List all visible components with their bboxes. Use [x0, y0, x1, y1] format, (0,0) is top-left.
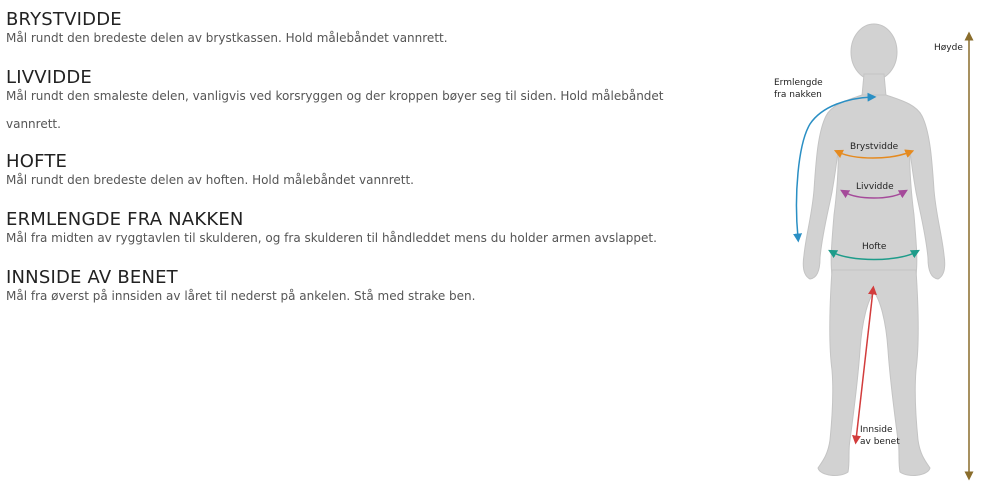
section-text: Mål rundt den bredeste delen av hoften. Hold målebåndet vannrett. — [6, 173, 414, 187]
section-title: INNSIDE AV BENET — [6, 267, 178, 288]
section-sleeve — [6, 210, 657, 252]
body-measurement-figure — [740, 0, 990, 495]
section-waist — [6, 68, 686, 138]
waist-label: Livvidde — [856, 182, 894, 192]
section-title: LIVVIDDE — [6, 67, 92, 88]
section-text: Mål fra midten av ryggtavlen til skulderen, og fra skulderen til håndleddet mens du holder armen avslappet. — [6, 231, 657, 245]
section-title: BRYSTVIDDE — [6, 9, 122, 30]
sleeve-label-line2: fra nakken — [774, 90, 822, 100]
section-text: Mål fra øverst på innsiden av låret til nederst på ankelen. Stå med strake ben. — [6, 289, 476, 303]
section-inseam — [6, 268, 475, 310]
sleeve-label-line1: Ermlengde — [774, 78, 823, 88]
chest-label: Brystvidde — [850, 142, 899, 152]
section-chest — [6, 10, 448, 52]
section-title: ERMLENGDE FRA NAKKEN — [6, 209, 244, 230]
section-text: Mål rundt den bredeste delen av brystkassen. Hold målebåndet vannrett. — [6, 31, 448, 45]
section-hip — [6, 152, 414, 194]
inseam-label-line1: Innside — [860, 425, 893, 435]
inseam-label-line2: av benet — [860, 437, 900, 447]
height-label: Høyde — [934, 43, 963, 53]
body-diagram — [740, 0, 990, 495]
hip-label: Hofte — [862, 242, 887, 252]
section-text: Mål rundt den smaleste delen, vanligvis ved korsryggen og der kroppen bøyer seg til siden. Hold målebåndet vannrett. — [6, 89, 664, 131]
section-title: HOFTE — [6, 151, 68, 172]
